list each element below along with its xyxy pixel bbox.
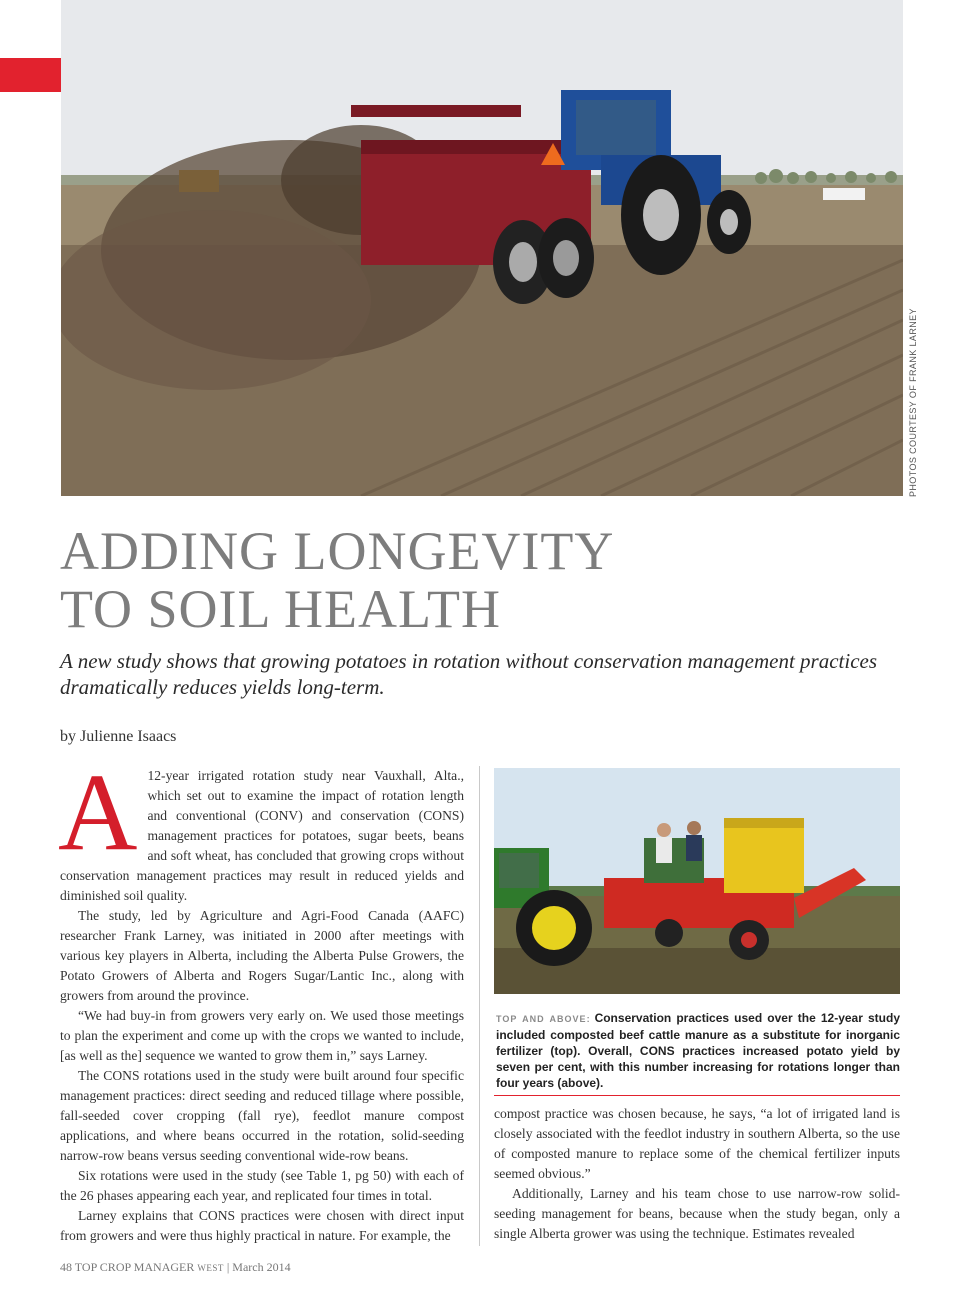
headline-line-1: ADDING LONGEVITY: [60, 521, 615, 581]
byline: by Julienne Isaacs: [60, 728, 177, 745]
manure-spreader-illustration: [61, 0, 903, 496]
hero-photo: [61, 0, 903, 496]
magazine-edition: WEST: [197, 1263, 224, 1273]
article-headline: [60, 522, 614, 638]
headline-line-2: TO SOIL HEALTH: [60, 579, 501, 639]
issue-date: March 2014: [232, 1260, 291, 1274]
paragraph-3: “We had buy-in from growers very early on. We used those meetings to plan the experiment and come up with the crops we wanted to include, [as well as the] sequence we wanted to grow them in,” says Larney.: [60, 1008, 464, 1063]
paragraph-1: A 12-year irrigated rotation study near Vauxhall, Alta., which set out to examine the impact of rotation length and conventional (CONV) and conservation (CONS) management practices for potatoes, sugar beets, beans and soft wheat, has concluded that growing crops without conservation management practices may result in reduced yields and diminished soil quality.: [58, 751, 464, 903]
column-divider: [479, 766, 480, 1246]
page-number: 48: [60, 1260, 72, 1274]
potato-harvester-illustration: [494, 768, 900, 994]
harvester-photo: [494, 768, 900, 994]
paragraph-2: The study, led by Agriculture and Agri-Food Canada (AAFC) researcher Frank Larney, was initiated in 2000 after meetings with various key players in Alberta, including the Alberta Pulse Growers, the Potato Growers of Alberta and Rogers Sugar/Lantic Inc., along with growers from around the province.: [60, 908, 464, 1003]
paragraph-8: Additionally, Larney and his team chose to use narrow-row solid-seeding management for beans, because when the study began, only a single Alberta grower was using the technique. Estimates revealed: [494, 1186, 900, 1241]
photo-credit: [908, 308, 920, 697]
drop-cap: A: [58, 751, 138, 873]
article-column-1: [58, 751, 464, 1246]
footer-separator: |: [226, 1260, 230, 1274]
page-footer: [60, 1260, 291, 1275]
photo-caption: [496, 1010, 900, 1091]
caption-divider: [494, 1095, 900, 1096]
paragraph-5: Six rotations were used in the study (see Table 1, pg 50) with each of the 26 phases appearing each year, and replicated four times in total.: [60, 1168, 464, 1203]
photo-credit-text: PHOTOS COURTESY OF FRANK LARNEY: [908, 308, 918, 497]
paragraph-7: compost practice was chosen because, he says, “a lot of irrigated land is closely associated with the feedlot industry in southern Alberta, so the use of composted manure to replace some of the chemical fertilizer inputs seemed obvious.”: [494, 1106, 900, 1181]
caption-text: Conservation practices used over the 12-year study included composted beef cattle manure as a substitute for inorganic fertilizer (top). Overall, CONS practices increased potato yield by seven per cent, with this number increasing for rotations longer than four years (above).: [496, 1011, 900, 1090]
paragraph-6: Larney explains that CONS practices were chosen with direct input from growers and were thus highly practical in nature. For example, the: [60, 1208, 464, 1243]
paragraph-4: The CONS rotations used in the study were built around four specific management practices: direct seeding and reduced tillage where possible, fall-seeded cover cropping (fall rye), feedlot manure compost applications, and where beans occurred in the rotation, solid-seeding narrow-row beans versus seeding conventional wide-row beans.: [60, 1068, 464, 1163]
caption-lead: TOP AND ABOVE:: [496, 1014, 591, 1024]
article-column-2: [494, 1104, 900, 1244]
magazine-name: TOP CROP MANAGER: [74, 1260, 195, 1274]
article-dek: A new study shows that growing potatoes in rotation without conservation management practices dramatically reduces yields long-term.: [60, 649, 878, 699]
